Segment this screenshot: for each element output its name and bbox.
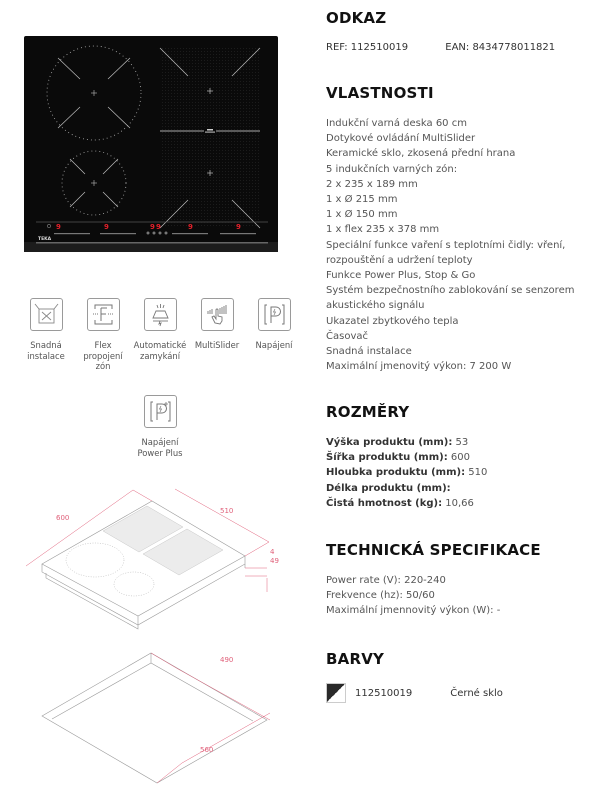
feature-item: Indukční varná deska 60 cm	[326, 118, 467, 129]
tech-spec-title: TECHNICKÁ SPECIFIKACE	[326, 541, 541, 559]
cutout-depth-label: 490	[220, 656, 234, 664]
dimension-label: Hloubka produktu (mm):	[326, 467, 466, 479]
power-plus-icon	[144, 395, 177, 428]
dimension-row	[326, 435, 487, 450]
color-name: Černé sklo	[450, 687, 503, 699]
dimension-label: Délka produktu (mm):	[326, 482, 451, 494]
depth-label: 510	[220, 507, 234, 515]
colors-title: BARVY	[326, 650, 385, 668]
feature-item: Ukazatel zbytkového tepla	[326, 315, 459, 327]
feature-label: MultiSlider	[194, 340, 240, 350]
feature-item: 1 x Ø 215 mm	[326, 194, 398, 206]
tech-spec-item: Maximální jmennovitý výkon (W): -	[326, 605, 501, 617]
display-digit: 9	[56, 223, 61, 231]
dimension-row	[326, 465, 487, 480]
feature-label: Snadná instalace	[27, 340, 65, 361]
tech-spec-list	[326, 573, 500, 619]
dimension-value: 600	[450, 452, 470, 464]
display-digit: 9	[236, 223, 241, 231]
dimension-row	[326, 481, 487, 496]
flex-zone-icon	[87, 298, 120, 331]
dimension-value: 510	[468, 467, 488, 479]
glass-thickness-label: 4	[270, 548, 275, 556]
flex-zone-shading	[103, 506, 223, 575]
feature-label: Napájení	[255, 340, 293, 350]
dimension-label: Čistá hmotnost (kg):	[326, 497, 443, 509]
feature-label: Automatické zamykání	[133, 340, 187, 361]
display-digit: 9	[156, 223, 161, 231]
dimension-row	[326, 450, 487, 465]
feature-item: 1 x flex 235 x 378 mm	[326, 224, 440, 236]
feature-label: Flex propojení zón	[83, 340, 123, 371]
display-digit: 9	[150, 223, 155, 231]
display-digit: 9	[188, 223, 193, 231]
auto-lock-icon	[144, 298, 177, 331]
feature-item: Časovač	[326, 330, 368, 342]
color-code: 112510019	[355, 687, 413, 699]
product-image	[24, 36, 278, 252]
feature-label: Napájení Power Plus	[137, 437, 183, 458]
width-label: 600	[56, 514, 70, 522]
body-height-label: 49	[270, 557, 279, 565]
feature-item: Dotykové ovládání MultiSlider	[326, 133, 476, 145]
dimensions-list	[326, 435, 487, 511]
power-icon	[258, 298, 291, 331]
technical-drawing	[20, 480, 290, 790]
feature-item: Funkce Power Plus, Stop & Go	[326, 270, 476, 282]
feature-auto-lock	[128, 298, 192, 361]
dimension-value: 53	[455, 437, 469, 448]
feature-item: 5 indukčních varných zón:	[326, 163, 458, 175]
feature-item: Speciální funkce vaření s teplotními čidly: vření, rozpouštění a udržení teploty	[326, 239, 566, 266]
dimension-label: Šířka produktu (mm):	[326, 452, 448, 464]
features-list	[326, 116, 606, 374]
brand-logo: TEKA	[38, 237, 52, 242]
feature-multislider	[185, 298, 249, 351]
color-option[interactable]	[326, 683, 503, 703]
feature-item: 2 x 235 x 189 mm	[326, 178, 418, 190]
feature-easy-install	[14, 298, 78, 361]
feature-item: Maximální jmenovitý výkon: 7 200 W	[326, 361, 512, 373]
feature-item: Snadná instalace	[326, 346, 412, 358]
dimension-label: Výška produktu (mm):	[326, 437, 453, 448]
feature-item: Keramické sklo, zkosená přední hrana	[326, 148, 516, 160]
easy-install-icon	[30, 298, 63, 331]
cutout-isometric	[42, 653, 267, 783]
tech-spec-item: Power rate (V): 220-240	[326, 575, 446, 586]
ean-number: EAN: 8434778011821	[445, 42, 556, 53]
feature-item: 1 x Ø 150 mm	[326, 209, 398, 221]
multislider-icon	[201, 298, 234, 331]
flex-zone	[160, 48, 260, 228]
ref-number: REF: 112510019	[326, 42, 409, 53]
dimensions-title: ROZMĚRY	[326, 403, 410, 421]
feature-flex-zone	[71, 298, 135, 372]
cutout-width-label: 560	[200, 746, 214, 754]
features-title: VLASTNOSTI	[326, 84, 434, 102]
reference-row	[326, 42, 555, 53]
feature-power	[242, 298, 306, 351]
feature-item: Systém bezpečnostního zablokování se senzorem akustického signálu	[326, 285, 575, 312]
reference-title: ODKAZ	[326, 9, 387, 27]
color-swatch	[326, 683, 346, 703]
dimension-value: 10,66	[445, 497, 474, 509]
feature-power-plus	[128, 395, 192, 458]
dimension-row	[326, 496, 487, 511]
display-digit: 9	[104, 223, 109, 231]
tech-spec-item: Frekvence (hz): 50/60	[326, 590, 435, 602]
